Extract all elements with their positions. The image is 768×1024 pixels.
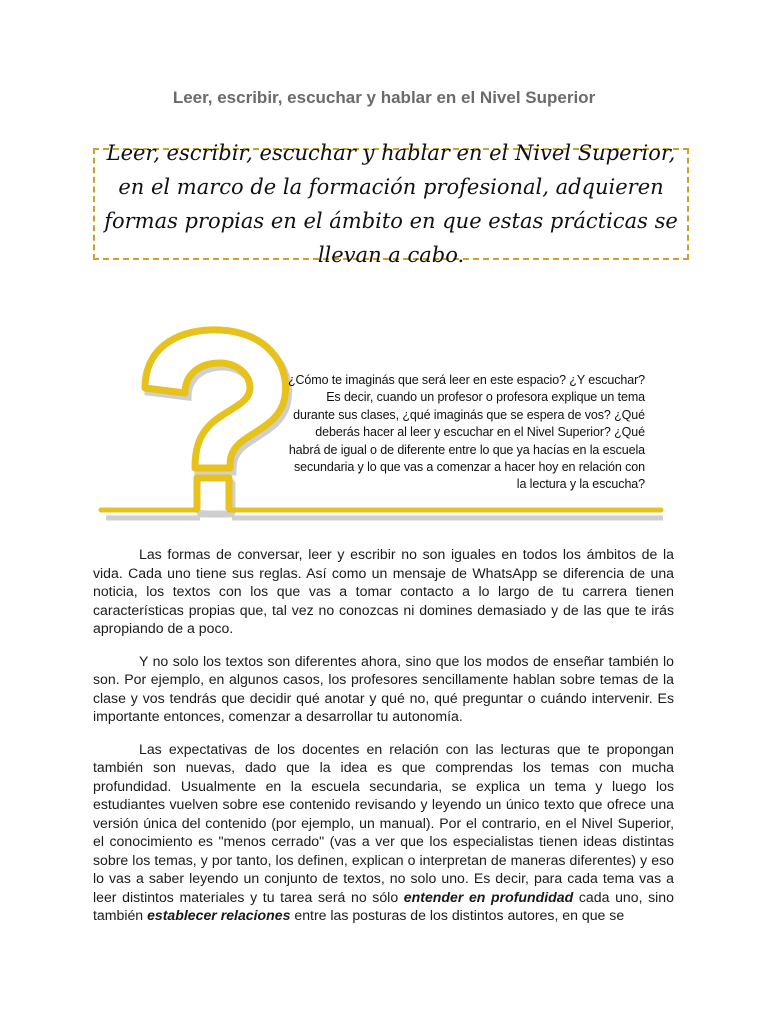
body-text xyxy=(93,545,674,939)
highlight-quote: Leer, escribir, escuchar y hablar en el Nivel Superior, en el marco de la formación profesional, adquieren formas propias en el ámbito en que estas prácticas se llevan a cabo. xyxy=(104,141,678,267)
paragraph-1: Las formas de conversar, leer y escribir no son iguales en todos los ámbitos de la vida. Cada uno tiene sus reglas. Así como un mensaje de WhatsApp se diferencia de una noticia, los textos con los que vas a tomar contacto a lo largo de tu carrera tienen características propias que, tal vez no conozcas ni domines demasiado y de las que te irás apropiando de a poco. xyxy=(93,546,674,636)
highlight-quote-box xyxy=(93,141,689,267)
paragraph-3-mid: cada uno, sino también xyxy=(93,888,674,923)
paragraph-3-end: entre las posturas de los distintos autores, en que se xyxy=(290,907,625,923)
paragraph-2: Y no solo los textos son diferentes ahora, sino que los modos de enseñar también lo son. Por ejemplo, en algunos casos, los profesores sencillamente hablan sobre temas de la clase y vos tendrás que decidir qué anotar y qué no, qué preguntar o cuándo intervenir. Es importante entonces, comenzar a desarrollar tu autonomía. xyxy=(93,652,674,724)
page-title: Leer, escribir, escuchar y hablar en el Nivel Superior xyxy=(172,88,596,107)
paragraph-3 xyxy=(93,740,674,925)
reflection-questions: ¿Cómo te imaginás que será leer en este espacio? ¿Y escuchar? Es decir, cuando un profesor o profesora explique un tema durante sus clases, ¿qué imaginás que se espera de vos? ¿Qué deberás hacer al leer y escuchar en el Nivel Superior? ¿Qué habrá de igual o de diferente entre lo que ya hacías en la escuela secundaria y lo que vas a comenzar a hacer hoy en relación con la lectura y la escucha? xyxy=(287,373,645,492)
paragraph-3-start: Las expectativas de los docentes en relación con las lecturas que te propongan también son nuevas, dado que la idea es que comprendas los temas con mucha profundidad. Usualmente en la escuela secundaria, se explica un tema y luego los estudiantes vuelven sobre ese contenido revisando y leyendo un único texto que ofrece una versión única del contenido (por ejemplo, un manual). Por el contrario, en el Nivel Superior, el conocimiento es "menos cerrado" (vas a ver que los especialistas tienen ideas distintas sobre los temas, y por tanto, los definen, explican o interpretan de maneras diferentes) y eso lo vas a saber leyendo un conjunto de textos, no solo uno. Es decir, para cada tema vas a leer distintos materiales y tu tarea será no sólo xyxy=(93,740,674,905)
emphasis-entender: entender en profundidad xyxy=(403,888,574,905)
emphasis-relaciones: establecer relaciones xyxy=(147,907,291,923)
question-figure xyxy=(95,318,675,528)
